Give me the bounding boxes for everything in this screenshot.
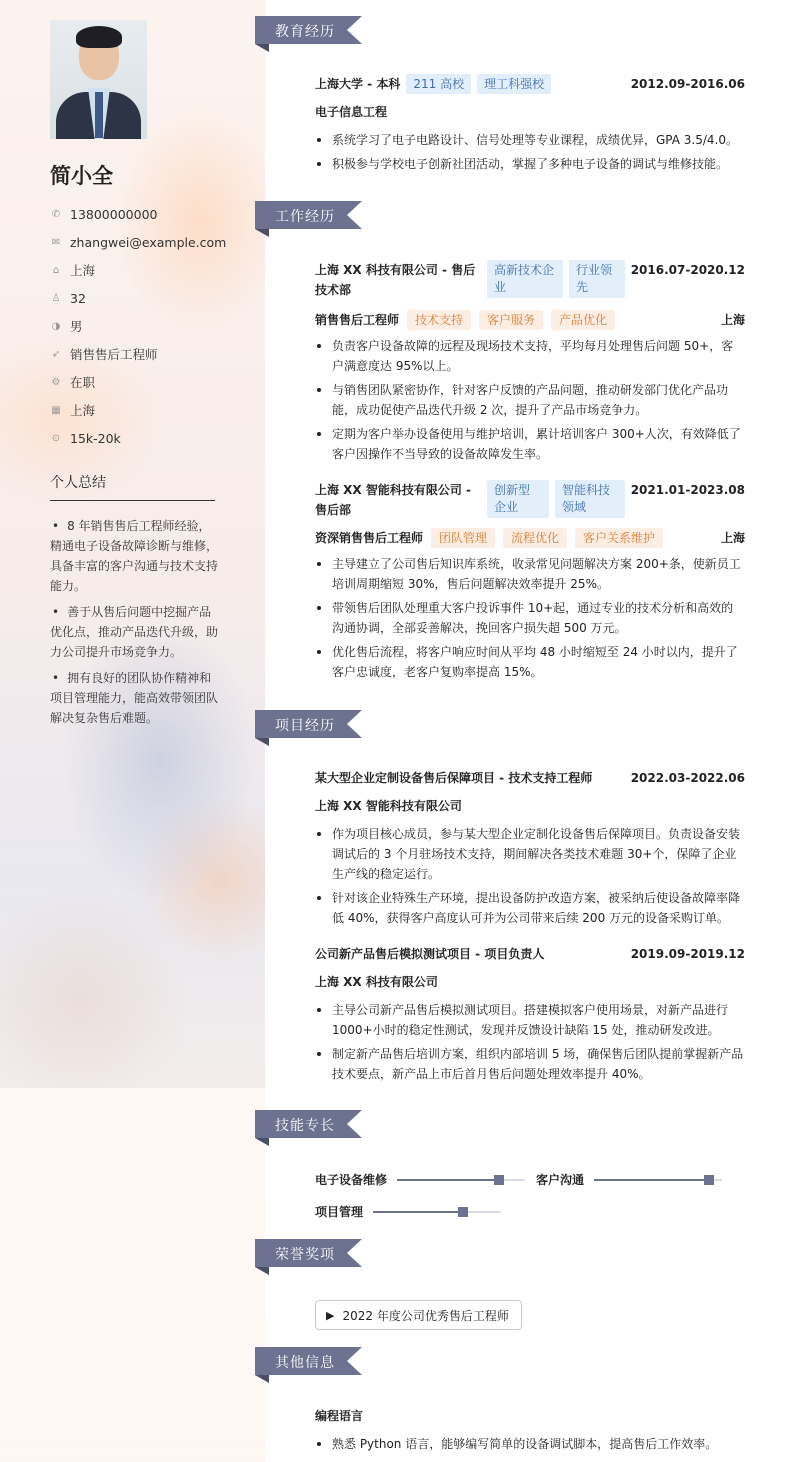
sidebar (0, 0, 265, 1462)
company-name: 上海 XX 科技有限公司 - 售后 技术部 (315, 263, 476, 297)
bullet-item: 优化售后流程，将客户响应时间从平均 48 小时缩短至 24 小时以内，提升了客户忠诚度，老客户复购率提高 15%。 (315, 642, 745, 682)
age-icon: ♙ (51, 292, 61, 304)
job-city: 上海 (720, 531, 745, 545)
work-bullets (315, 554, 745, 682)
project-date: 2019.09-2019.12 (630, 947, 745, 961)
company-tag: 行业领 先 (569, 260, 625, 298)
bullet-item: 作为项目核心成员，参与某大型企业定制化设备售后保障项目。负责设备安装调试后的 3 个月驻场技术支持，期间解决各类技术难题 30+个，保障了企业生产线的稳定运行。 (315, 824, 745, 884)
work-date: 2016.07-2020.12 (630, 263, 745, 277)
skill-level-knob (494, 1175, 504, 1185)
bullet-item: 负责客户设备故障的远程及现场技术支持，平均每月处理售后问题 50+，客户满意度达 95%以上。 (315, 336, 745, 376)
skill-tag: 流程优化 (503, 528, 567, 548)
company-tag: 创新型 企业 (487, 480, 549, 518)
salary-icon: ⊙ (51, 432, 61, 444)
project-company: 上海 XX 智能科技有限公司 (315, 799, 462, 813)
skill-tag: 团队管理 (431, 528, 495, 548)
school-tag: 理工科强校 (477, 74, 551, 94)
education-bullets (315, 130, 745, 174)
skill-tag: 客户服务 (479, 310, 543, 330)
sidebar-lower-background (0, 1088, 265, 1462)
skill-level-bar (373, 1211, 501, 1213)
project-company: 上海 XX 科技有限公司 (315, 975, 438, 989)
summary-item: • 拥有良好的团队协作精神和项目管理能力，能高效带领团队解决复杂售后难题。 (50, 668, 218, 728)
info-salary: ⊙ 15k-20k (51, 430, 121, 446)
info-status: ⚙ 在职 (51, 375, 96, 390)
section-header-education: 教育经历 (255, 16, 362, 46)
work-bullets (315, 336, 745, 464)
project-entry (315, 768, 745, 932)
school-tag: 211 高校 (406, 74, 471, 94)
company-tag: 智能科技 领域 (555, 480, 625, 518)
play-triangle-icon: ▶ (326, 1308, 335, 1322)
bullet-item: 主导建立了公司售后知识库系统，收录常见问题解决方案 200+条，使新员工培训周期缩短 30%，售后问题解决效率提升 25%。 (315, 554, 745, 594)
bullet-item: 与销售团队紧密协作，针对客户反馈的产品问题，推动研发部门优化产品功能，成功促使产品迭代升级 2 次，提升了产品市场竞争力。 (315, 380, 745, 420)
section-header-skills: 技能专长 (255, 1110, 362, 1140)
skill-tag: 技术支持 (407, 310, 471, 330)
status-icon: ⚙ (51, 376, 61, 388)
phone-icon: ✆ (51, 208, 61, 220)
school-name: 上海大学 - 本科 (315, 77, 401, 91)
education-date: 2012.09-2016.06 (630, 77, 745, 91)
job-role: 资深销售售后工程师 (315, 531, 424, 545)
company-tag: 高新技术企 业 (487, 260, 563, 298)
skill-level-knob (704, 1175, 714, 1185)
bullet-item: 制定新产品售后培训方案，组织内部培训 5 场，确保售后团队提前掌握新产品技术要点，新产品上市后首月售后问题处理效率提升 40%。 (315, 1044, 745, 1084)
section-header-awards: 荣誉奖项 (255, 1239, 362, 1269)
summary-item: • 8 年销售售后工程师经验，精通电子设备故障诊断与维修，具备丰富的客户沟通与技术支持能力。 (50, 516, 218, 596)
bullet-item: 系统学习了电子电路设计、信号处理等专业课程，成绩优异，GPA 3.5/4.0。 (315, 130, 745, 150)
skill-name: 电子设备维修 (315, 1173, 388, 1187)
skill-name: 客户沟通 (536, 1173, 585, 1187)
other-bullets (315, 1434, 745, 1454)
home-icon: ⌂ (52, 264, 60, 276)
skill-tag: 客户关系维护 (575, 528, 663, 548)
bullet-item: 主导公司新产品售后模拟测试项目。搭建模拟客户使用场景，对新产品进行 1000+小时的稳定性测试，发现并反馈设计缺陷 15 处，推动研发改进。 (315, 1000, 745, 1040)
other-entry (315, 1406, 745, 1458)
project-title: 公司新产品售后模拟测试项目 - 项目负责人 (315, 947, 545, 961)
city-icon: ▦ (51, 404, 61, 416)
project-entry (315, 944, 745, 1088)
email-icon: ✉ (51, 236, 61, 248)
bullet-item: 针对该企业特殊生产环境，提出设备防护改造方案，被采纳后使设备故障率降低 40%，获得客户高度认可并为公司带来后续 200 万元的设备采购订单。 (315, 888, 745, 928)
section-header-project: 项目经历 (255, 710, 362, 740)
job-intent-icon: ➶ (51, 348, 61, 360)
work-entry (315, 480, 745, 686)
bullet-item: 定期为客户举办设备使用与维护培训，累计培训客户 300+人次，有效降低了客户因操作不当导致的设备故障发生率。 (315, 424, 745, 464)
skill-level-knob (458, 1207, 468, 1217)
work-date: 2021.01-2023.08 (630, 483, 745, 497)
info-job-intent: ➶ 销售售后工程师 (51, 347, 158, 362)
education-entry (315, 74, 745, 178)
skill-item (536, 1171, 722, 1188)
section-header-work: 工作经历 (255, 201, 362, 231)
info-gender: ◑ 男 (51, 319, 83, 334)
bullet-item: 带领售后团队处理重大客户投诉事件 10+起，通过专业的技术分析和高效的沟通协调，全部妥善解决，挽回客户损失超 500 万元。 (315, 598, 745, 638)
profile-name: 简小全 (50, 164, 113, 188)
project-bullets (315, 1000, 745, 1084)
skill-item (315, 1171, 525, 1188)
bullet-item: 熟悉 Python 语言，能够编写简单的设备调试脚本，提高售后工作效率。 (315, 1434, 745, 1454)
profile-photo (50, 20, 147, 139)
skill-item (315, 1203, 501, 1220)
award-label: 2022 年度公司优秀售后工程师 (342, 1308, 509, 1323)
skill-tag: 产品优化 (551, 310, 615, 330)
info-location: ⌂ 上海 (50, 256, 226, 284)
project-date: 2022.03-2022.06 (630, 771, 745, 785)
job-role: 销售售后工程师 (315, 313, 400, 327)
award-item[interactable] (315, 1300, 522, 1330)
bullet-item: 积极参与学校电子创新社团活动，掌握了多种电子设备的调试与维修技能。 (315, 154, 745, 174)
skill-level-bar (594, 1179, 722, 1181)
skill-level-bar (397, 1179, 525, 1181)
job-city: 上海 (720, 313, 745, 327)
summary-list (50, 516, 218, 734)
project-title: 某大型企业定制设备售后保障项目 - 技术支持工程师 (315, 771, 593, 785)
info-phone: ✆ 13800000000 (51, 206, 158, 222)
skill-name: 项目管理 (315, 1205, 364, 1219)
info-age: ♙ 32 (51, 290, 86, 306)
contact-info-list (50, 200, 226, 452)
project-bullets (315, 824, 745, 928)
summary-item: • 善于从售后问题中挖掘产品优化点，推动产品迭代升级，助力公司提升市场竞争力。 (50, 602, 218, 662)
education-major: 电子信息工程 (315, 105, 388, 119)
gender-icon: ◑ (51, 320, 61, 332)
section-header-other: 其他信息 (255, 1347, 362, 1377)
company-name: 上海 XX 智能科技有限公司 - 售后部 (315, 483, 472, 517)
info-email: ✉ zhangwei@example.com (51, 234, 227, 250)
info-city: ▦ 上海 (51, 403, 96, 418)
other-title: 编程语言 (315, 1409, 364, 1423)
work-entry (315, 260, 745, 468)
summary-title: 个人总结 (50, 472, 215, 501)
